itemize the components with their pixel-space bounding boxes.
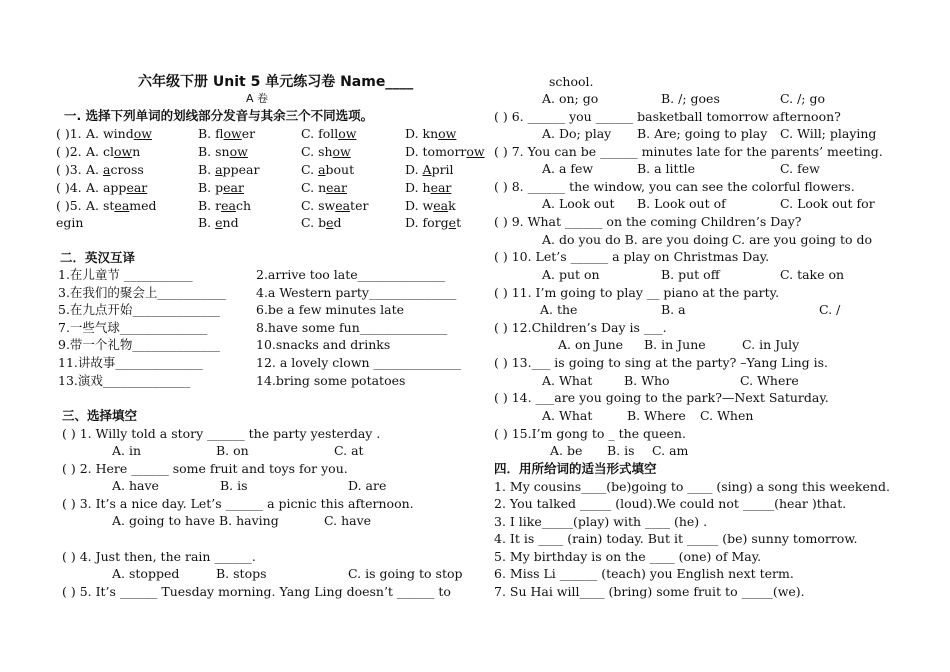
choice-option: B. /; goes bbox=[661, 91, 720, 106]
translation-item: 1.在儿童节 ___________ bbox=[58, 267, 193, 282]
choice-option: B. stops bbox=[216, 566, 267, 581]
choice-option: B. Are; going to play bbox=[637, 126, 768, 141]
choice-question: ( ) 7. You can be ______ minutes late for the parents’ meeting. bbox=[494, 144, 883, 159]
pron-option-a: A. across bbox=[86, 162, 144, 177]
translation-item: 13.演戏______________ bbox=[58, 373, 191, 388]
pron-option-b: B. reach bbox=[198, 198, 252, 213]
translation-item: 5.在九点开始______________ bbox=[58, 302, 220, 317]
pron-option-b: B. snow bbox=[198, 144, 248, 159]
choice-option: A. have bbox=[112, 478, 159, 493]
choice-question: ( ) 5. It’s ______ Tuesday morning. Yang Ling doesn’t ______ to bbox=[62, 584, 451, 599]
choice-option: B. on bbox=[216, 443, 249, 458]
choice-option: A. be bbox=[550, 443, 583, 458]
pron-row-2: ( )2. bbox=[56, 144, 82, 159]
choice-question: ( ) 12.Children’s Day is ___. bbox=[494, 320, 667, 335]
choice-option: A. a few bbox=[542, 161, 594, 176]
choice-option: A. do you do B. are you doing bbox=[542, 232, 729, 247]
pron-row-1 bbox=[56, 126, 86, 142]
choice-option: C. is going to stop bbox=[348, 566, 463, 581]
pron-row-4: ( )4. bbox=[56, 180, 82, 195]
choice-option: C. /; go bbox=[780, 91, 825, 106]
choice-option: C. at bbox=[334, 443, 364, 458]
choice-option: A. What bbox=[542, 408, 593, 423]
pron-option-a: A. steamed bbox=[86, 198, 157, 213]
choice-option: C. Where bbox=[740, 373, 799, 388]
pron-option-d: D. forget bbox=[405, 215, 462, 230]
translation-item: 14.bring some potatoes bbox=[256, 373, 406, 388]
choice-option: A. on June bbox=[558, 337, 624, 352]
worksheet-subtitle: A 卷 bbox=[246, 92, 269, 105]
choice-option: B. is bbox=[607, 443, 635, 458]
choice-question: school. bbox=[549, 74, 594, 89]
pron-option-a: A. window bbox=[86, 126, 152, 141]
choice-option: B. is bbox=[220, 478, 248, 493]
pron-option-c: C. sweater bbox=[301, 198, 369, 213]
fill-in-item: 5. My birthday is on the ____ (one) of May. bbox=[494, 549, 762, 564]
pron-option-b: B. end bbox=[198, 215, 239, 230]
choice-question: ( ) 13.___ is going to sing at the party? –Yang Ling is. bbox=[494, 355, 829, 370]
choice-question: ( ) 4. Just then, the rain ______. bbox=[62, 549, 256, 564]
choice-option: B. a little bbox=[637, 161, 695, 176]
translation-item: 7.一些气球______________ bbox=[58, 320, 208, 335]
translation-item: 4.a Western party______________ bbox=[256, 285, 457, 300]
choice-option: C. Will; playing bbox=[780, 126, 877, 141]
pron-option-c: C. show bbox=[301, 144, 351, 159]
choice-option: B. Look out of bbox=[637, 196, 726, 211]
pron-option-c: C. follow bbox=[301, 126, 357, 141]
pron-option-a: A. clown bbox=[86, 144, 141, 159]
choice-option: C. few bbox=[780, 161, 820, 176]
pron-num: ( )1. bbox=[56, 126, 82, 141]
choice-option: C. Look out for bbox=[780, 196, 875, 211]
choice-question: ( ) 14. ___are you going to the park?—Next Saturday. bbox=[494, 390, 829, 405]
fill-in-item: 3. I like_____(play) with ____ (he) . bbox=[494, 514, 708, 529]
pron-option-c: C. bed bbox=[301, 215, 342, 230]
pron-option-b: B. appear bbox=[198, 162, 260, 177]
choice-option: A. in bbox=[112, 443, 142, 458]
pron-option-d: D. tomorrow bbox=[405, 144, 485, 159]
choice-option: A. What bbox=[542, 373, 593, 388]
choice-question: ( ) 10. Let’s ______ a play on Christmas Day. bbox=[494, 249, 770, 264]
pron-row-6: egin bbox=[56, 215, 84, 230]
pron-option-b: B. flower bbox=[198, 126, 256, 141]
choice-question: ( ) 1. Willy told a story ______ the party yesterday . bbox=[62, 426, 381, 441]
translation-item: 9.带一个礼物______________ bbox=[58, 337, 220, 352]
translation-item: 8.have some fun______________ bbox=[256, 320, 448, 335]
fill-in-item: 1. My cousins____(be)going to ____ (sing) a song this weekend. bbox=[494, 479, 890, 494]
choice-option: B. in June bbox=[644, 337, 706, 352]
pron-option-a: A. appear bbox=[86, 180, 148, 195]
choice-option: A. stopped bbox=[112, 566, 180, 581]
fill-in-item: 7. Su Hai will____ (bring) some fruit to _____(we). bbox=[494, 584, 805, 599]
pron-row-5: ( )5. bbox=[56, 198, 82, 213]
translation-item: 3.在我们的聚会上___________ bbox=[58, 285, 227, 300]
choice-option: C. am bbox=[652, 443, 689, 458]
pron-option-b: B. pear bbox=[198, 180, 244, 195]
choice-option: A. the bbox=[540, 302, 578, 317]
choice-option: A. on; go bbox=[542, 91, 599, 106]
pron-option-d: D. April bbox=[405, 162, 454, 177]
translation-item: 6.be a few minutes late bbox=[256, 302, 405, 317]
choice-question: ( ) 8. ______ the window, you can see the colorful flowers. bbox=[494, 179, 855, 194]
choice-option: C. in July bbox=[742, 337, 800, 352]
choice-option: B. a bbox=[661, 302, 686, 317]
choice-question: ( ) 3. It’s a nice day. Let’s ______ a picnic this afternoon. bbox=[62, 496, 414, 511]
translation-item: 12. a lovely clown ______________ bbox=[256, 355, 462, 370]
fill-in-item: 6. Miss Li ______ (teach) you English next term. bbox=[494, 566, 794, 581]
choice-option: D. are bbox=[348, 478, 387, 493]
choice-question: ( ) 9. What ______ on the coming Children’s Day? bbox=[494, 214, 802, 229]
choice-question: ( ) 11. I’m going to play __ piano at the party. bbox=[494, 285, 780, 300]
pron-option-d: D. weak bbox=[405, 198, 456, 213]
choice-option: A. going to have B. having bbox=[112, 513, 279, 528]
pron-option-c: C. near bbox=[301, 180, 347, 195]
choice-option: C. have bbox=[324, 513, 372, 528]
pron-row-3: ( )3. bbox=[56, 162, 82, 177]
choice-option: B. put off bbox=[661, 267, 720, 282]
choice-option: B. Where bbox=[627, 408, 686, 423]
section-2-heading: 二．英汉互译 bbox=[60, 250, 136, 265]
choice-option: A. put on bbox=[542, 267, 600, 282]
choice-option: A. Look out bbox=[542, 196, 615, 211]
pron-option-d: D. know bbox=[405, 126, 457, 141]
section-3-heading: 三、选择填空 bbox=[62, 408, 138, 423]
fill-in-item: 4. It is ____ (rain) today. But it _____ (be) sunny tomorrow. bbox=[494, 531, 858, 546]
choice-option: C. are you going to do bbox=[732, 232, 873, 247]
section-4-heading: 四．用所给词的适当形式填空 bbox=[494, 461, 657, 476]
choice-question: ( ) 6. ______ you ______ basketball tomorrow afternoon? bbox=[494, 109, 841, 124]
choice-option: C. When bbox=[700, 408, 754, 423]
choice-option: A. Do; play bbox=[542, 126, 612, 141]
choice-option: B. Who bbox=[624, 373, 670, 388]
translation-item: 10.snacks and drinks bbox=[256, 337, 391, 352]
pron-option-d: D. hear bbox=[405, 180, 452, 195]
translation-item: 11.讲故事______________ bbox=[58, 355, 203, 370]
worksheet-title: 六年级下册 Unit 5 单元练习卷 Name____ bbox=[138, 74, 414, 90]
choice-question: ( ) 2. Here ______ some fruit and toys for you. bbox=[62, 461, 348, 476]
pron-option-c: C. about bbox=[301, 162, 355, 177]
section-1-heading: 一. 选择下列单词的划线部分发音与其余三个不同选项。 bbox=[64, 108, 374, 123]
translation-item: 2.arrive too late______________ bbox=[256, 267, 446, 282]
fill-in-item: 2. You talked _____ (loud).We could not _____(hear )that. bbox=[494, 496, 847, 511]
choice-question: ( ) 15.I’m gong to _ the queen. bbox=[494, 426, 686, 441]
choice-option: C. / bbox=[819, 302, 841, 317]
choice-option: C. take on bbox=[780, 267, 845, 282]
